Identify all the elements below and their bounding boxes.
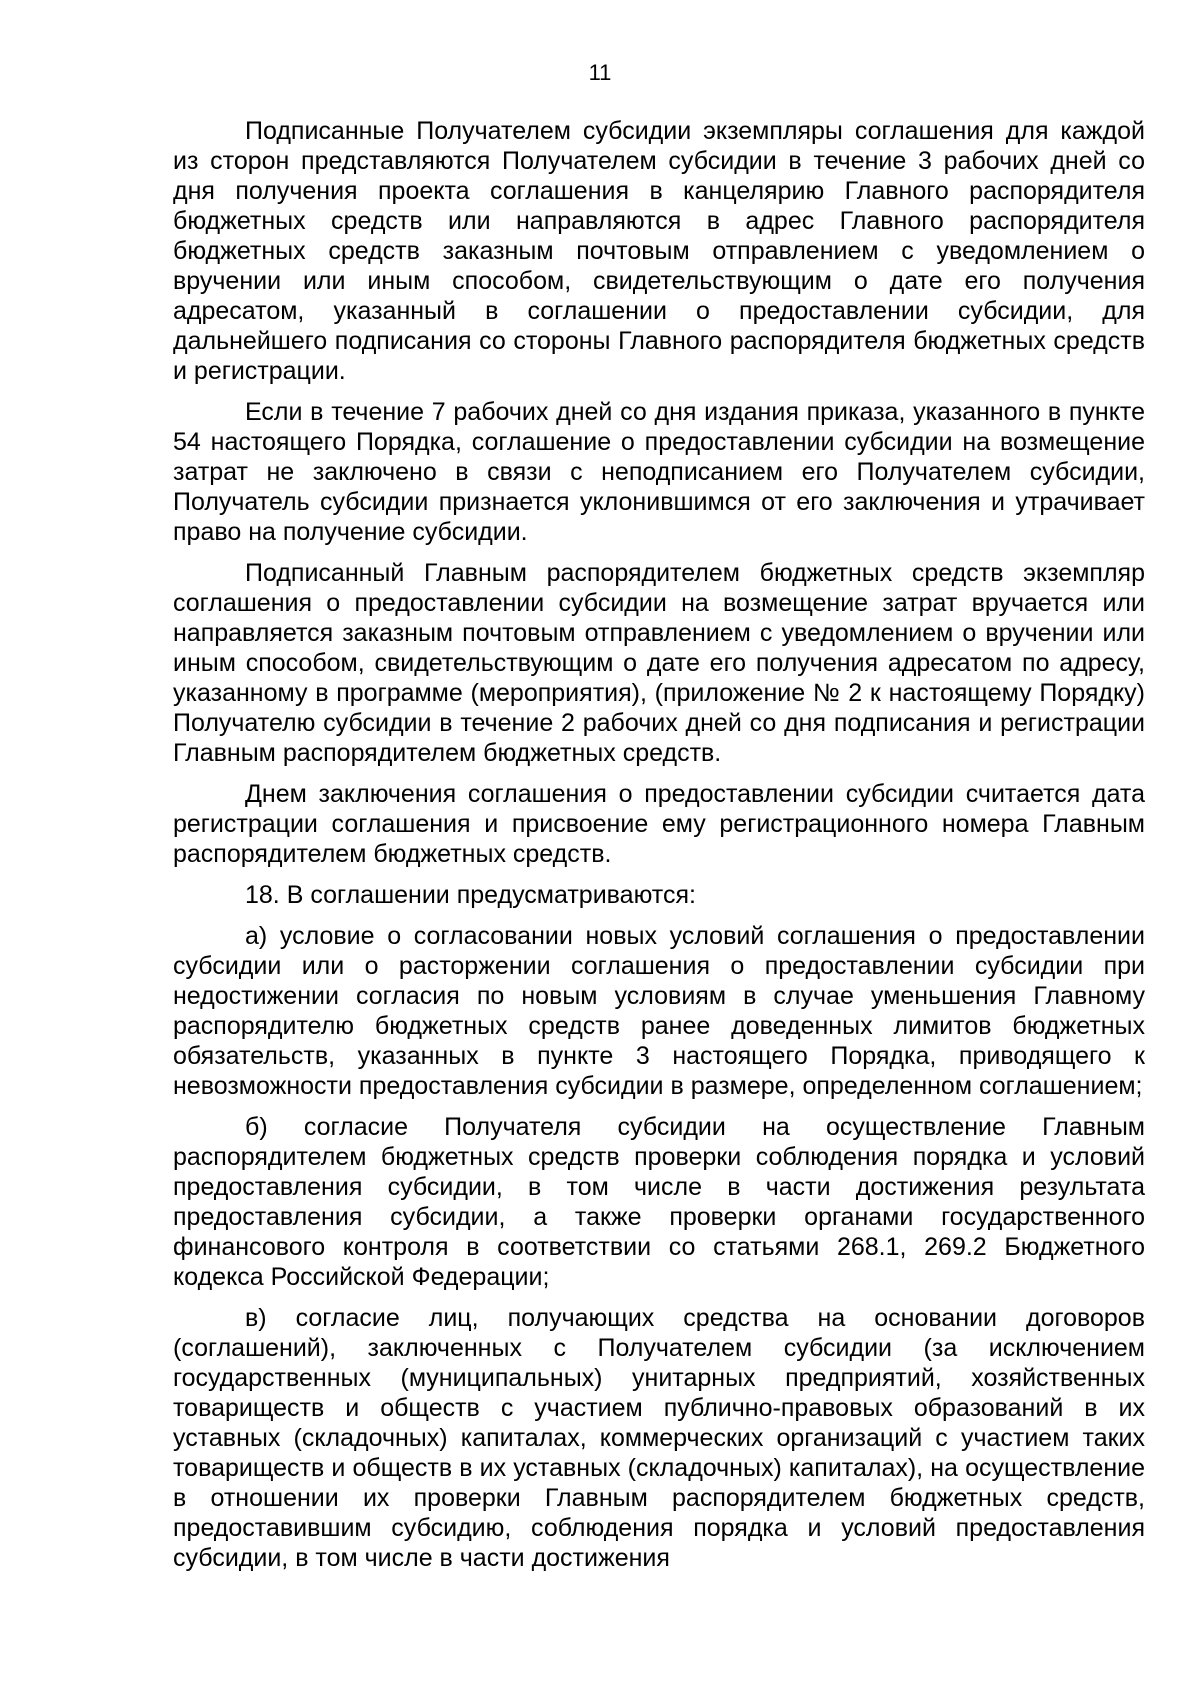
list-item-b: б) согласие Получателя субсидии на осуществление Главным распорядителем бюджетных средств проверки соблюдения порядка и условий предоставления субсидии, в том числе в части достижения результата предоставления субсидии, а также проверки органами государственного финансового контроля в соответствии со статьями 268.1, 269.2 Бюджетного кодекса Российской Федерации; [173,1113,1145,1291]
list-item-a: а) условие о согласовании новых условий соглашения о предоставлении субсидии или о расторжении соглашения о предоставлении субсидии при недостижении согласия по новым условиям в случае уменьшения Главному распорядителю бюджетных средств ранее доведенных лимитов бюджетных обязательств, указанных в пункте 3 настоящего Порядка, приводящего к невозможности предоставления субсидии в размере, определенном соглашением; [173,922,1145,1100]
list-item-v: в) согласие лиц, получающих средства на основании договоров (соглашений), заключенных с Получателем субсидии (за исключением государственных (муниципальных) унитарных предприятий, хозяйственных товариществ и обществ с участием публично-правовых образований в их уставных (складочных) капиталах, коммерческих организаций с участием таких товариществ и обществ в их уставных (складочных) капиталах), на осуществление в отношении их проверки Главным распорядителем бюджетных средств, предоставившим субсидию, соблюдения порядка и условий предоставления субсидии, в том числе в части достижения [173,1304,1145,1572]
section-18-heading: 18. В соглашении предусматриваются: [245,881,696,909]
page-number: 11 [588,60,612,85]
paragraph-delivery: Подписанный Главным распорядителем бюджетных средств экземпляр соглашения о предоставлении субсидии на возмещение затрат вручается или направляется заказным почтовым отправлением с уведомлением о вручении или иным способом, свидетельствующим о дате его получения адресатом по адресу, указанному в программе (мероприятия), (приложение № 2 к настоящему Порядку) Получателю субсидии в течение 2 рабочих дней со дня подписания и регистрации Главным распорядителем бюджетных средств. [173,559,1145,767]
paragraph-evasion: Если в течение 7 рабочих дней со дня издания приказа, указанного в пункте 54 настоящего Порядка, соглашение о предоставлении субсидии на возмещение затрат не заключено в связи с неподписанием его Получателем субсидии, Получатель субсидии признается уклонившимся от его заключения и утрачивает право на получение субсидии. [173,398,1145,546]
paragraph-conclusion-date: Днем заключения соглашения о предоставлении субсидии считается дата регистрации соглашения и присвоение ему регистрационного номера Главным распорядителем бюджетных средств. [173,780,1145,868]
paragraph-signed-copies: Подписанные Получателем субсидии экземпляры соглашения для каждой из сторон представляются Получателем субсидии в течение 3 рабочих дней со дня получения проекта соглашения в канцелярию Главного распорядителя бюджетных средств или направляются в адрес Главного распорядителя бюджетных средств заказным почтовым отправлением с уведомлением о вручении или иным способом, свидетельствующим о дате его получения адресатом, указанный в соглашении о предоставлении субсидии, для дальнейшего подписания со стороны Главного распорядителя бюджетных средств и регистрации. [173,117,1145,385]
document-body [173,116,1145,1584]
